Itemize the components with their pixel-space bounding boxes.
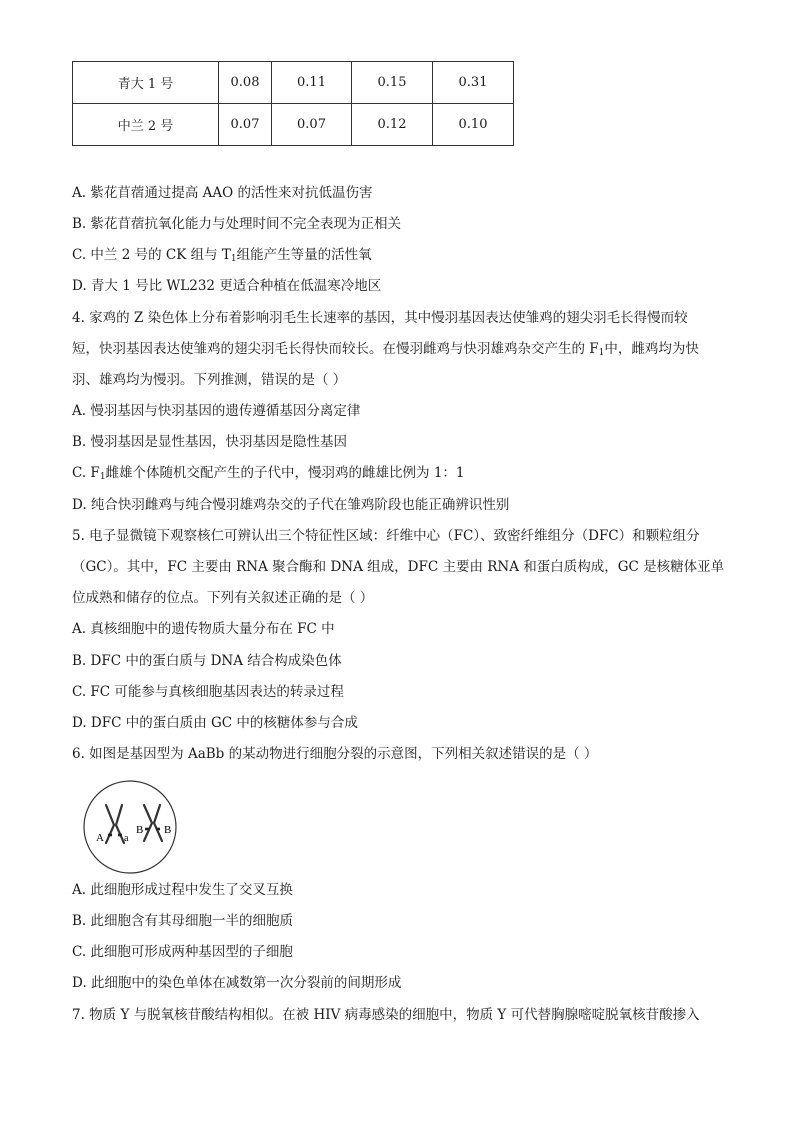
chromosome-right (144, 805, 162, 841)
q6-option-b: B. 此细胞含有其母细胞一半的细胞质 (72, 913, 294, 929)
table-cell: 0.11 (272, 62, 352, 104)
allele-label-B-right: B (164, 824, 172, 836)
cell-membrane (84, 781, 176, 873)
table-row (73, 104, 514, 146)
table-cell: 0.07 (219, 104, 272, 146)
q7-stem-line-1: 7. 物质 Y 与脱氧核苷酸结构相似。在被 HIV 病毒感染的细胞中，物质 Y 可代替胸腺嘧啶脱氧核苷酸掺入 (72, 1007, 700, 1023)
q4-stem-line-1: 4. 家鸡的 Z 染色体上分布着影响羽毛生长速率的基因，其中慢羽基因表达使雏鸡的翅尖羽毛长得慢而较 (72, 310, 688, 326)
table-cell: 0.10 (433, 104, 514, 146)
q6-option-c: C. 此细胞可形成两种基因型的子细胞 (72, 944, 293, 960)
table-cell: 0.08 (219, 62, 272, 104)
q4-option-b: B. 慢羽基因是显性基因，快羽基因是隐性基因 (72, 434, 348, 450)
table-cell-variety: 青大 1 号 (73, 62, 219, 104)
q4-stem-line-3: 羽、雄鸡均为慢羽。下列推测，错误的是（ ） (72, 372, 347, 388)
allele-label-A: A (96, 832, 104, 844)
chromosome-left (106, 805, 124, 843)
cell-division-figure (80, 777, 180, 877)
q6-option-d: D. 此细胞中的染色单体在减数第一次分裂前的间期形成 (72, 975, 402, 991)
q4-option-a: A. 慢羽基因与快羽基因的遗传遵循基因分离定律 (72, 403, 361, 419)
q3-option-d: D. 青大 1 号比 WL232 更适合种植在低温寒冷地区 (72, 278, 382, 294)
q3-option-a: A. 紫花苜蓿通过提高 AAO 的活性来对抗低温伤害 (72, 185, 373, 201)
q5-stem-line-3: 位成熟和储存的位点。下列有关叙述正确的是（ ） (72, 590, 374, 606)
table-cell: 0.15 (352, 62, 433, 104)
q3-option-c: C. 中兰 2 号的 CK 组与 $T_1$组能产生等量的活性氧 (72, 247, 372, 264)
q5-stem-line-2: （GC）。其中，FC 主要由 RNA 聚合酶和 DNA 组成，DFC 主要由 RNA 和蛋白质构成，GC 是核糖体亚单 (72, 559, 725, 575)
q5-option-c: C. FC 可能参与真核细胞基因表达的转录过程 (72, 684, 344, 700)
q5-option-b: B. DFC 中的蛋白质与 DNA 结合构成染色体 (72, 653, 342, 669)
table-cell: 0.07 (272, 104, 352, 146)
table-row (73, 62, 514, 104)
allele-label-a: a (124, 833, 129, 844)
allele-label-B-left: B (136, 824, 144, 836)
data-table (72, 61, 514, 146)
q6-option-a: A. 此细胞形成过程中发生了交叉互换 (72, 882, 293, 898)
q5-option-d: D. DFC 中的蛋白质由 GC 中的核糖体参与合成 (72, 715, 358, 731)
q3-option-b: B. 紫花苜蓿抗氧化能力与处理时间不完全表现为正相关 (72, 216, 402, 232)
q4-option-c: C. $F_1$雌雄个体随机交配产生的子代中，慢羽鸡的雌雄比例为 1：1 (72, 465, 465, 482)
q5-stem-line-1: 5. 电子显微镜下观察核仁可辨认出三个特征性区域：纤维中心（FC）、致密纤维组分（DFC）和颗粒组分 (72, 528, 700, 544)
q4-option-d: D. 纯合快羽雌鸡与纯合慢羽雄鸡杂交的子代在雏鸡阶段也能正确辨识性别 (72, 497, 510, 513)
table-cell-variety: 中兰 2 号 (73, 104, 219, 146)
q6-stem: 6. 如图是基因型为 AaBb 的某动物进行细胞分裂的示意图，下列相关叙述错误的是（ ） (72, 746, 598, 762)
q5-option-a: A. 真核细胞中的遗传物质大量分布在 FC 中 (72, 621, 335, 637)
table-cell: 0.31 (433, 62, 514, 104)
table-cell: 0.12 (352, 104, 433, 146)
q4-stem-line-2: 短，快羽基因表达使雏鸡的翅尖羽毛长得快而较长。在慢羽雌鸡与快羽雄鸡杂交产生的 $F_1$中，雌鸡均为快 (72, 341, 699, 358)
